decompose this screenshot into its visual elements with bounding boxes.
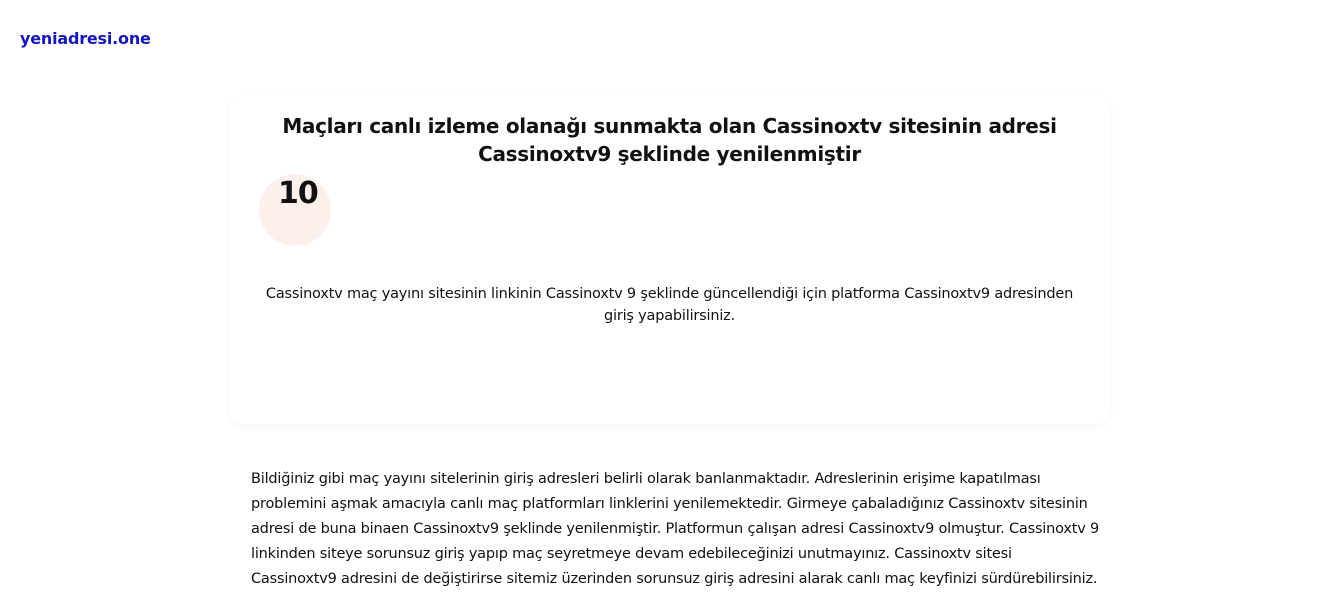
card-summary: Cassinoxtv maç yayını sitesinin linkinin Cassinoxtv 9 şeklinde güncellendiği için platforma Cassinoxtv9 adresinden giriş yapabilirsiniz. — [265, 286, 1074, 324]
score-badge — [259, 174, 331, 246]
site-header — [20, 29, 151, 53]
page-title: Maçları canlı izleme olanağı sunmakta olan Cassinoxtv sitesinin adresi Cassinoxtv9 şeklinde yenilenmiştir — [282, 114, 1057, 166]
article-paragraph: Bildiğiniz gibi maç yayını sitelerinin giriş adresleri belirli olarak banlanmaktadır. Adreslerinin erişime kapatılması problemini aşmak amacıyla canlı maç platformları linklerini yenilemektedir. Girmeye çabaladığınız Cassinoxtv sitesinin adresi de buna binaen Cassinoxtv9 şeklinde yenilenmiştir. Platformun çalışan adresi Cassinoxtv9 olmuştur. Cassinoxtv 9 linkinden siteye sorunsuz giriş yapıp maç seyretmeye devam edebileceğinizi unutmayınız. Cassinoxtv sitesi Cassinoxtv9 adresini de değiştirirse sitemiz üzerinden sorunsuz giriş adresini alarak canlı maç keyfinizi sürdürebilirsiniz. — [251, 471, 1100, 587]
score-value: 10 — [278, 176, 318, 211]
site-logo-link[interactable]: yeniadresi.one — [20, 29, 151, 48]
summary-card — [229, 96, 1110, 424]
